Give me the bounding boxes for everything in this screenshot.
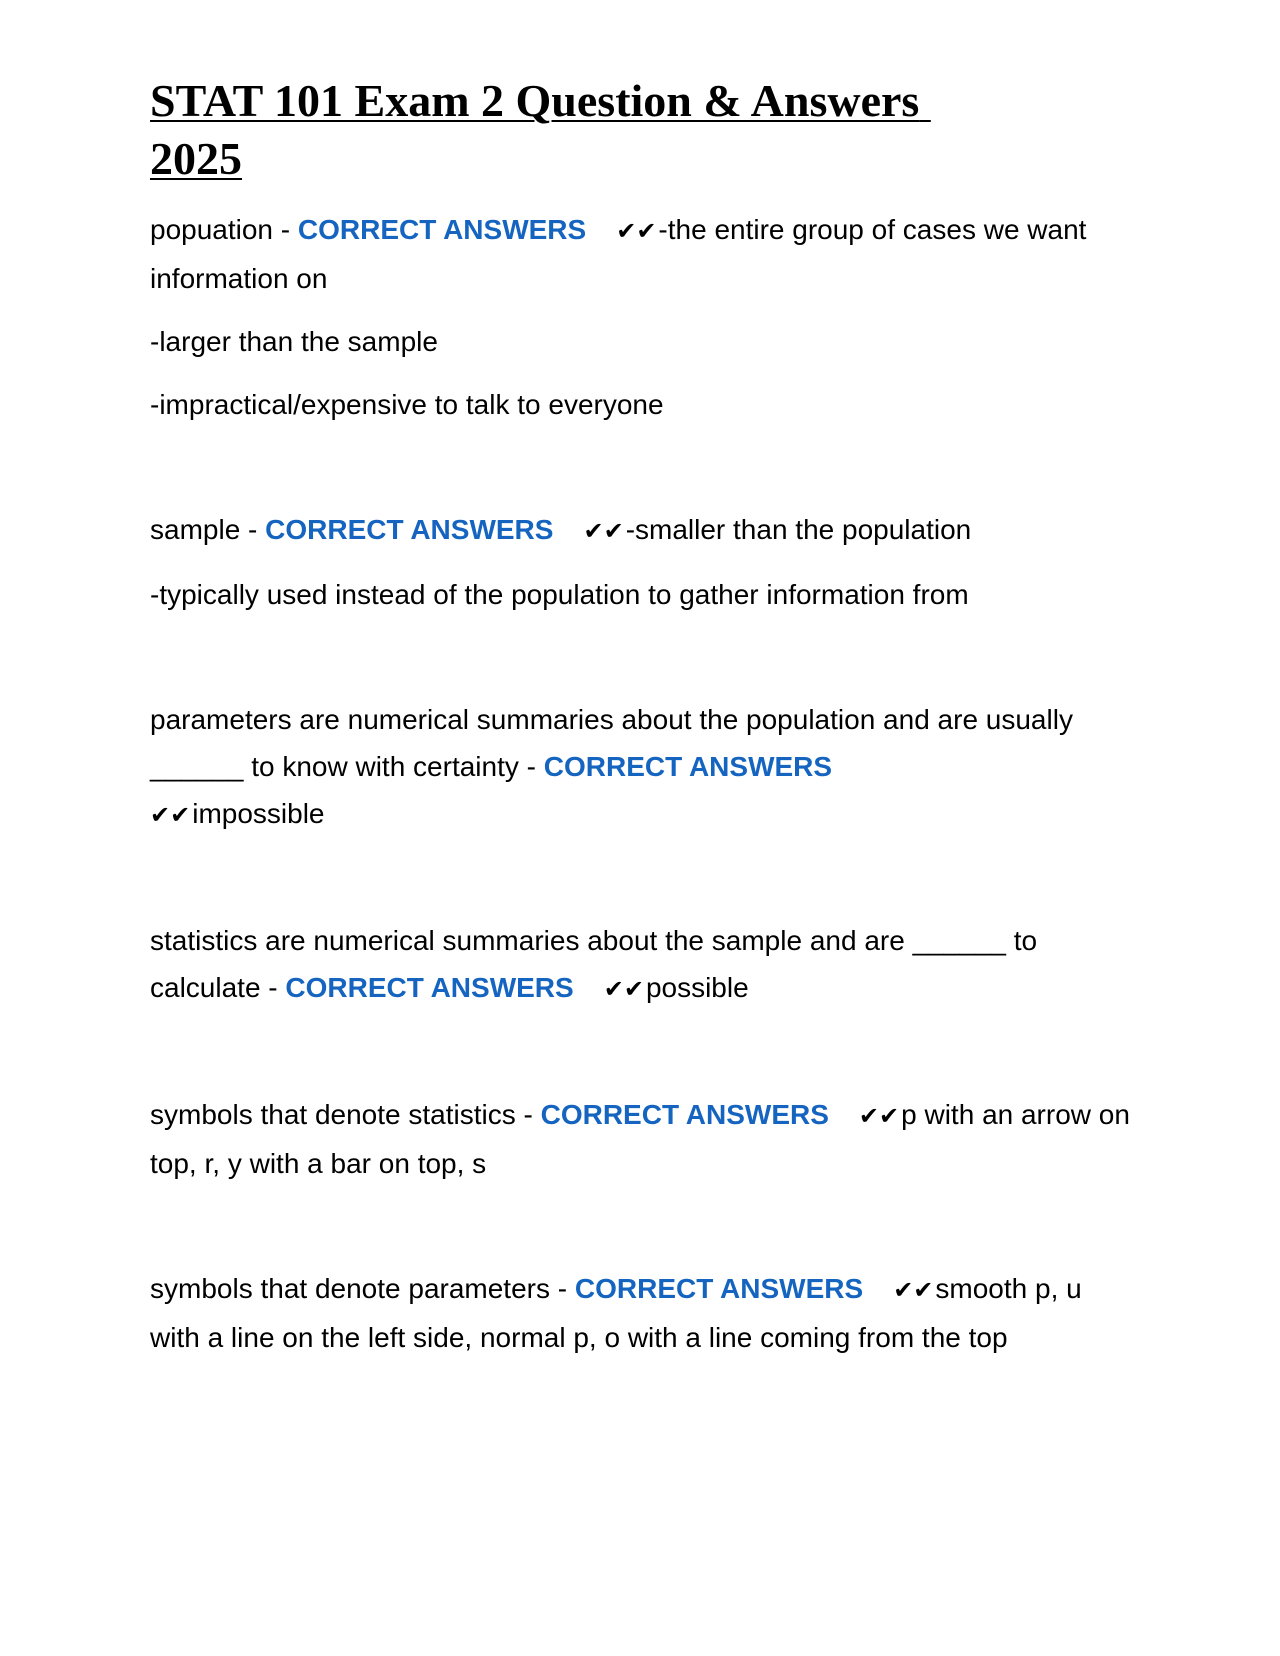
entry-spacer bbox=[150, 444, 1130, 506]
entry-spacer bbox=[150, 1029, 1130, 1091]
entry-spacer bbox=[150, 1203, 1130, 1265]
question-text: popuation - bbox=[150, 214, 298, 245]
qa-line bbox=[150, 917, 1130, 1013]
answer-detail-line: -larger than the sample bbox=[150, 326, 438, 357]
double-check-icon: ✔✔ bbox=[616, 217, 657, 245]
double-check-icon: ✔✔ bbox=[858, 1102, 900, 1130]
answer-detail-line: -impractical/expensive to talk to everyone bbox=[150, 389, 664, 420]
question-text: symbols that denote parameters - bbox=[150, 1273, 575, 1304]
correct-answers-label: CORRECT ANSWERS bbox=[285, 972, 574, 1003]
qa-entry-sample bbox=[150, 506, 1130, 618]
document-title: STAT 101 Exam 2 Question & Answers 2025 bbox=[150, 75, 931, 184]
qa-entry-population bbox=[150, 206, 1130, 428]
qa-line bbox=[150, 1265, 1130, 1361]
answer-text: -the entire group of cases we want information on bbox=[150, 214, 1087, 294]
qa-entry-parameter-symbols bbox=[150, 1265, 1130, 1361]
answer-text: -smaller than the population bbox=[625, 514, 972, 545]
qa-entry-parameters bbox=[150, 696, 1130, 839]
double-check-icon: ✔✔ bbox=[893, 1276, 934, 1304]
question-text: parameters are numerical summaries about the population and are usually ______ to know with certainty - bbox=[150, 704, 1073, 782]
question-text: symbols that denote statistics - bbox=[150, 1099, 541, 1130]
qa-line bbox=[150, 1091, 1130, 1187]
answer-text: p with an arrow on top, r, y with a bar on top, s bbox=[150, 1099, 1130, 1179]
qa-entry-statistics bbox=[150, 917, 1130, 1013]
document-page bbox=[150, 72, 1130, 1377]
correct-answers-label: CORRECT ANSWERS bbox=[540, 1099, 829, 1130]
correct-answers-label: CORRECT ANSWERS bbox=[265, 514, 554, 545]
answer-text: smooth p, u with a line on the left side, normal p, o with a line coming from the top bbox=[150, 1273, 1082, 1353]
double-check-icon: ✔✔ bbox=[150, 801, 191, 829]
correct-answers-label: CORRECT ANSWERS bbox=[543, 751, 833, 782]
double-check-icon: ✔✔ bbox=[603, 975, 644, 1003]
answer-text: impossible bbox=[192, 798, 325, 829]
qa-line bbox=[150, 506, 1130, 555]
answer-text: possible bbox=[645, 972, 749, 1003]
qa-entry-statistic-symbols bbox=[150, 1091, 1130, 1187]
qa-line bbox=[150, 696, 1130, 839]
answer-detail-line: -typically used instead of the population to gather information from bbox=[150, 579, 969, 610]
qa-line bbox=[150, 206, 1130, 302]
entry-spacer bbox=[150, 855, 1130, 917]
question-text: statistics are numerical summaries about the sample and are ______ to calculate - bbox=[150, 925, 1038, 1003]
correct-answers-label: CORRECT ANSWERS bbox=[297, 214, 587, 245]
question-text: sample - bbox=[150, 514, 266, 545]
correct-answers-label: CORRECT ANSWERS bbox=[574, 1273, 864, 1304]
entry-spacer bbox=[150, 634, 1130, 696]
double-check-icon: ✔✔ bbox=[583, 517, 624, 545]
